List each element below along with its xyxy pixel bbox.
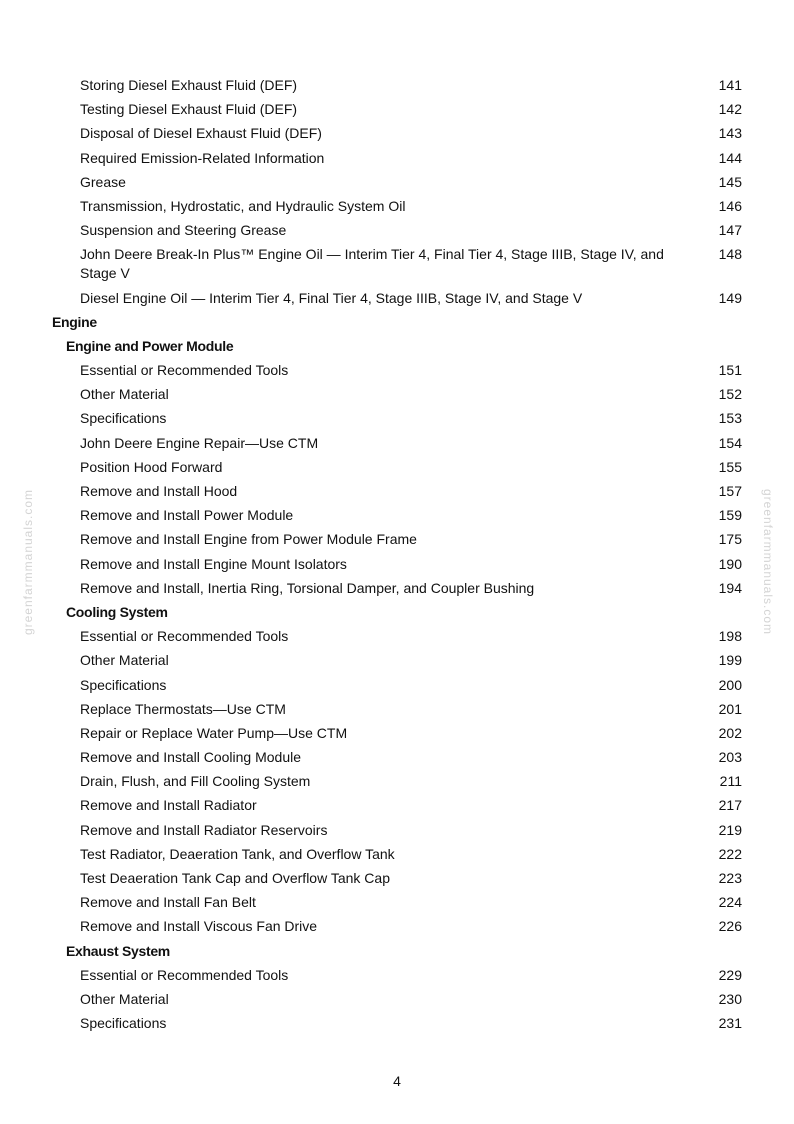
toc-entry-title: Test Radiator, Deaeration Tank, and Overflow Tank	[80, 845, 395, 862]
toc-entry-page-number: 153	[718, 410, 742, 427]
toc-entry-page-number: 143	[718, 125, 742, 142]
toc-entry[interactable]	[52, 149, 742, 168]
toc-entry[interactable]	[52, 917, 742, 936]
toc-entry[interactable]	[52, 409, 742, 428]
toc-entry-page-number: 217	[718, 797, 742, 814]
toc-entry-title: Drain, Flush, and Fill Cooling System	[80, 773, 311, 790]
watermark-right: greenfarmmanuals.com	[761, 488, 775, 636]
toc-entry[interactable]	[52, 627, 742, 646]
toc-entry-title: Other Material	[80, 990, 169, 1007]
toc-entry-page-number: 147	[718, 222, 742, 239]
toc-entry-page-number: 144	[718, 149, 742, 166]
toc-entry-title: Remove and Install Fan Belt	[80, 894, 256, 911]
toc-entry[interactable]	[52, 173, 742, 192]
toc-entry-title: Storing Diesel Exhaust Fluid (DEF)	[80, 77, 298, 93]
table-of-contents	[52, 76, 742, 1038]
toc-entry-page-number: 198	[718, 628, 742, 645]
toc-entry[interactable]	[52, 651, 742, 670]
toc-entry-title: Specifications	[80, 1015, 167, 1032]
toc-entry-title: Other Material	[80, 652, 169, 669]
toc-entry-page-number: 222	[718, 845, 742, 862]
toc-entry[interactable]	[52, 124, 742, 143]
toc-entry-title: Engine and Power Module	[66, 337, 234, 354]
toc-entry-title: Remove and Install Power Module	[80, 507, 294, 524]
toc-entry-title: Remove and Install Viscous Fan Drive	[80, 918, 318, 935]
toc-entry[interactable]	[52, 555, 742, 574]
toc-entry-title: Suspension and Steering Grease	[80, 222, 287, 239]
toc-entry-page-number: 219	[718, 821, 742, 838]
toc-entry-page-number: 231	[718, 1015, 742, 1032]
toc-entry-page-number: 223	[718, 870, 742, 886]
toc-entry-page-number: 148	[718, 246, 742, 263]
toc-entry[interactable]	[52, 990, 742, 1009]
toc-entry[interactable]	[52, 458, 742, 477]
toc-entry-title: Remove and Install Cooling Module	[80, 749, 302, 766]
toc-entry-page-number: 154	[718, 434, 742, 451]
toc-entry-page-number: 194	[718, 579, 742, 596]
toc-entry-title: Test Deaeration Tank Cap and Overflow Tank Cap	[80, 870, 390, 886]
toc-section-heading[interactable]	[52, 942, 742, 961]
toc-entry[interactable]	[52, 197, 742, 216]
toc-entry-title: Required Emission-Related Information	[80, 149, 325, 166]
toc-entry-page-number: 145	[718, 173, 742, 190]
watermark-left: greenfarmmanuals.com	[21, 488, 35, 636]
toc-entry-page-number: 155	[718, 458, 742, 475]
toc-entry-title: John Deere Engine Repair—Use CTM	[80, 434, 319, 451]
toc-entry-page-number: 146	[718, 197, 742, 214]
toc-entry[interactable]	[52, 506, 742, 525]
toc-entry[interactable]	[52, 530, 742, 549]
toc-entry[interactable]	[52, 676, 742, 695]
toc-entry[interactable]	[52, 966, 742, 985]
toc-entry-title: Diesel Engine Oil — Interim Tier 4, Final Tier 4, Stage IIIB, Stage IV, and Stage V	[80, 289, 583, 306]
toc-entry-page-number: 211	[719, 773, 742, 790]
toc-entry-page-number: 157	[718, 483, 742, 499]
toc-entry-title: Essential or Recommended Tools	[80, 362, 289, 379]
toc-entry[interactable]	[52, 772, 742, 791]
toc-entry-page-number: 226	[718, 918, 742, 935]
toc-entry[interactable]	[52, 434, 742, 453]
toc-entry-title: Specifications	[80, 676, 167, 693]
toc-entry-page-number: 203	[718, 749, 742, 766]
toc-entry[interactable]	[52, 796, 742, 815]
toc-entry-title: Repair or Replace Water Pump—Use CTM	[80, 724, 348, 741]
toc-entry-page-number: 159	[718, 507, 742, 524]
toc-entry[interactable]	[52, 100, 742, 119]
toc-entry-title: Position Hood Forward	[80, 458, 223, 475]
toc-entry-title: Grease	[80, 173, 126, 190]
toc-entry[interactable]	[52, 748, 742, 767]
toc-section-heading[interactable]	[52, 337, 742, 356]
toc-entry-title: Remove and Install Radiator Reservoirs	[80, 821, 328, 838]
toc-entry-title: Remove and Install Engine from Power Module Frame	[80, 531, 417, 548]
toc-entry-title: John Deere Break-In Plus™ Engine Oil — Interim Tier 4, Final Tier 4, Stage IIIB, Stage IV, and Stage V	[80, 246, 664, 282]
toc-entry-title: Remove and Install Radiator	[80, 797, 257, 814]
toc-entry[interactable]	[52, 579, 742, 598]
toc-entry-page-number: 190	[718, 555, 742, 572]
toc-entry-page-number: 142	[718, 101, 742, 118]
toc-entry-page-number: 202	[718, 724, 742, 741]
toc-entry-page-number: 230	[718, 990, 742, 1007]
toc-entry-title: Essential or Recommended Tools	[80, 628, 289, 645]
toc-entry-title: Other Material	[80, 386, 169, 403]
toc-entry-page-number: 200	[718, 676, 742, 693]
toc-entry-title: Replace Thermostats—Use CTM	[80, 700, 286, 717]
page-number: 4	[393, 1073, 401, 1089]
toc-entry[interactable]	[52, 821, 742, 840]
toc-entry[interactable]	[52, 1014, 742, 1033]
toc-entry[interactable]	[52, 245, 742, 283]
toc-entry[interactable]	[52, 869, 742, 888]
toc-entry-page-number: 224	[718, 894, 742, 911]
toc-entry[interactable]	[52, 385, 742, 404]
toc-entry-page-number: 149	[718, 289, 742, 306]
toc-entry-title: Remove and Install Engine Mount Isolators	[80, 555, 347, 572]
toc-entry[interactable]	[52, 893, 742, 912]
toc-entry-title: Engine	[52, 313, 97, 330]
toc-entry-title: Testing Diesel Exhaust Fluid (DEF)	[80, 101, 298, 118]
toc-entry[interactable]	[52, 289, 742, 308]
toc-entry-title: Remove and Install Hood	[80, 483, 238, 499]
toc-entry-title: Specifications	[80, 410, 167, 427]
toc-entry-page-number: 201	[718, 700, 742, 717]
toc-section-heading[interactable]	[52, 603, 742, 622]
toc-entry-page-number: 141	[718, 77, 742, 93]
toc-entry-page-number: 175	[718, 531, 742, 548]
toc-entry-title: Cooling System	[66, 603, 168, 620]
toc-entry-title: Exhaust System	[66, 942, 170, 959]
toc-entry[interactable]	[52, 724, 742, 743]
toc-entry[interactable]	[52, 221, 742, 240]
toc-section-heading[interactable]	[52, 313, 742, 332]
toc-entry-page-number: 152	[718, 386, 742, 403]
toc-entry-title: Essential or Recommended Tools	[80, 966, 289, 983]
toc-entry[interactable]	[52, 845, 742, 864]
toc-entry-title: Transmission, Hydrostatic, and Hydraulic System Oil	[80, 197, 406, 214]
toc-entry-title: Remove and Install, Inertia Ring, Torsional Damper, and Coupler Bushing	[80, 579, 535, 596]
toc-entry-page-number: 199	[718, 652, 742, 669]
toc-entry-page-number: 229	[718, 966, 742, 983]
toc-entry-page-number: 151	[718, 362, 742, 379]
toc-entry[interactable]	[52, 700, 742, 719]
toc-entry[interactable]	[52, 482, 742, 501]
toc-entry-title: Disposal of Diesel Exhaust Fluid (DEF)	[80, 125, 322, 142]
toc-entry[interactable]	[52, 361, 742, 380]
toc-entry[interactable]	[52, 76, 742, 95]
